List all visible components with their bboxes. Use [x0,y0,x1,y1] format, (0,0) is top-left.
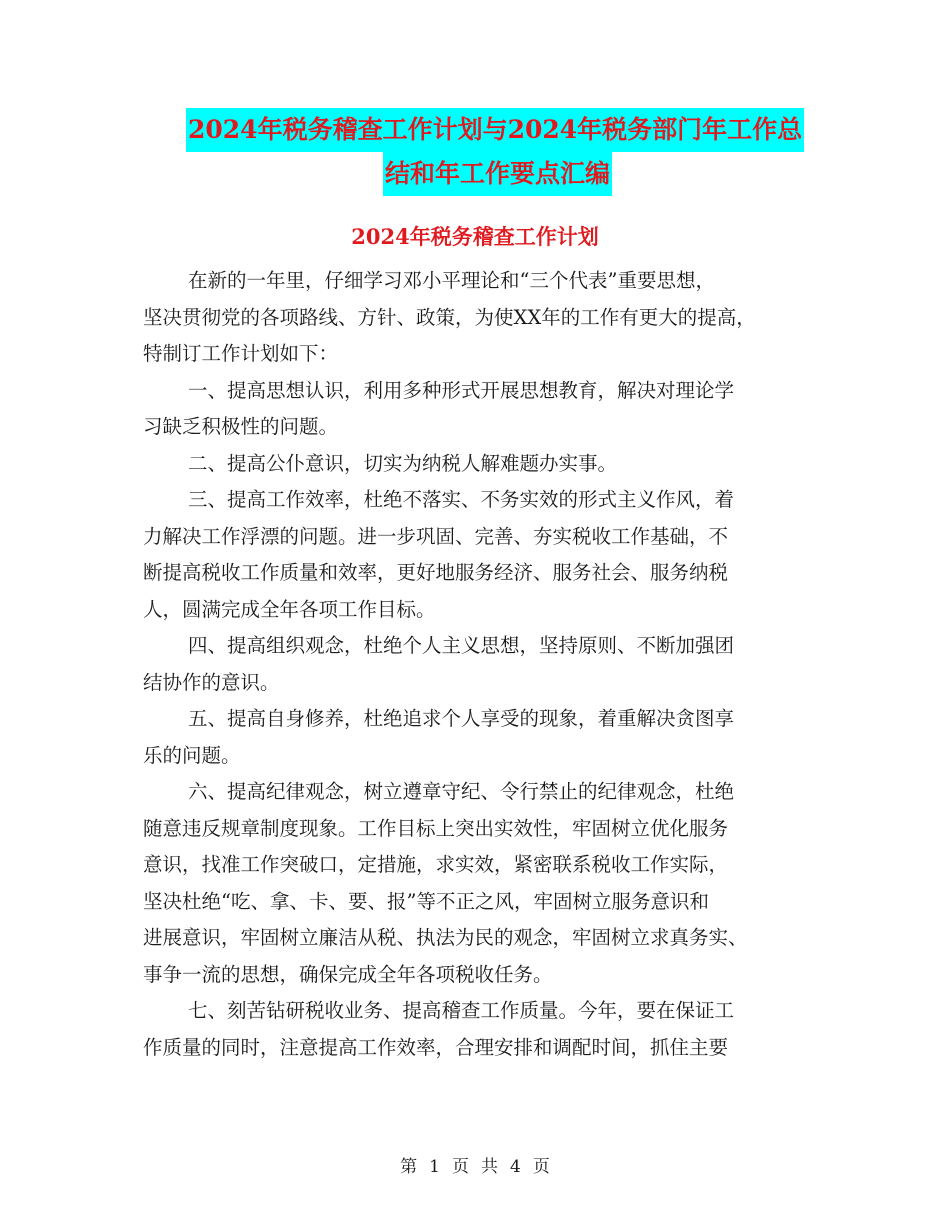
text-line: 断提高税收工作质量和效率，更好地服务经济、服务社会、服务纳税 [143,561,729,584]
page-footer [0,1152,950,1177]
text-line: 四、提高组织观念，杜绝个人主义思想，坚持原则、不断加强团 [188,634,735,657]
text-line: 结协作的意识。 [143,670,280,694]
footer-gong: 共 [481,1157,498,1177]
section-title: 2024年税务稽查工作计划 [351,224,599,249]
text-line: 人，圆满完成全年各项工作目标。 [143,597,436,621]
text-line: 六、提高纪律观念，树立遵章守纪、令行禁止的纪律观念，杜绝 [188,780,735,803]
footer-ye2: 页 [532,1157,550,1177]
text-line: 进展意识，牢固树立廉洁从税、执法为民的观念，牢固树立求真务实、 [143,926,748,949]
footer-current-page: 1 [429,1157,440,1177]
text-line: 一、提高思想认识，利用多种形式开展思想教育，解决对理论学 [188,378,735,402]
text-line: 乐的问题。 [143,743,241,767]
footer-ye: 页 [452,1157,469,1177]
text-line: 事争一流的思想，确保完成全年各项税收任务。 [143,962,553,986]
text-line: 作质量的同时，注意提高工作效率，合理安排和调配时间，抓住主要 [143,1035,729,1059]
title-line-1: 2024年税务稽查工作计划与2024年税务部门年工作总 [186,108,804,152]
text-line: 七、刻苦钻研税收业务、提高稽查工作质量。今年，要在保证工 [188,999,735,1022]
text-line: 五、提高自身修养，杜绝追求个人享受的现象，着重解决贪图享 [188,707,735,730]
text-line: 在新的一年里，仔细学习邓小平理论和“三个代表”重要思想， [188,269,715,292]
text-line: 随意违反规章制度现象。工作目标上突出实效性，牢固树立优化服务 [143,816,729,840]
text-line: 意识，找准工作突破口，定措施，求实效，紧密联系税收工作实际， [143,853,729,876]
text-line: 特制订工作计划如下： [143,342,339,365]
footer-di: 第 [400,1157,418,1177]
text-line: 坚决贯彻党的各项路线、方针、政策，为使XX年的工作有更大的提高， [143,305,756,329]
text-line: 三、提高工作效率，杜绝不落实、不务实效的形式主义作风，着 [188,488,735,511]
footer-total-pages: 4 [510,1157,521,1177]
text-line: 坚决杜绝“吃、拿、卡、要、报”等不正之风，牢固树立服务意识和 [143,889,709,913]
text-line: 习缺乏积极性的问题。 [143,415,339,438]
body-text [143,263,813,1066]
text-line: 二、提高公仆意识，切实为纳税人解难题办实事。 [188,451,618,475]
text-line: 力解决工作浮漂的问题。进一步巩固、完善、夯实税收工作基础，不 [143,524,729,548]
title-line-2: 结和年工作要点汇编 [383,152,612,196]
